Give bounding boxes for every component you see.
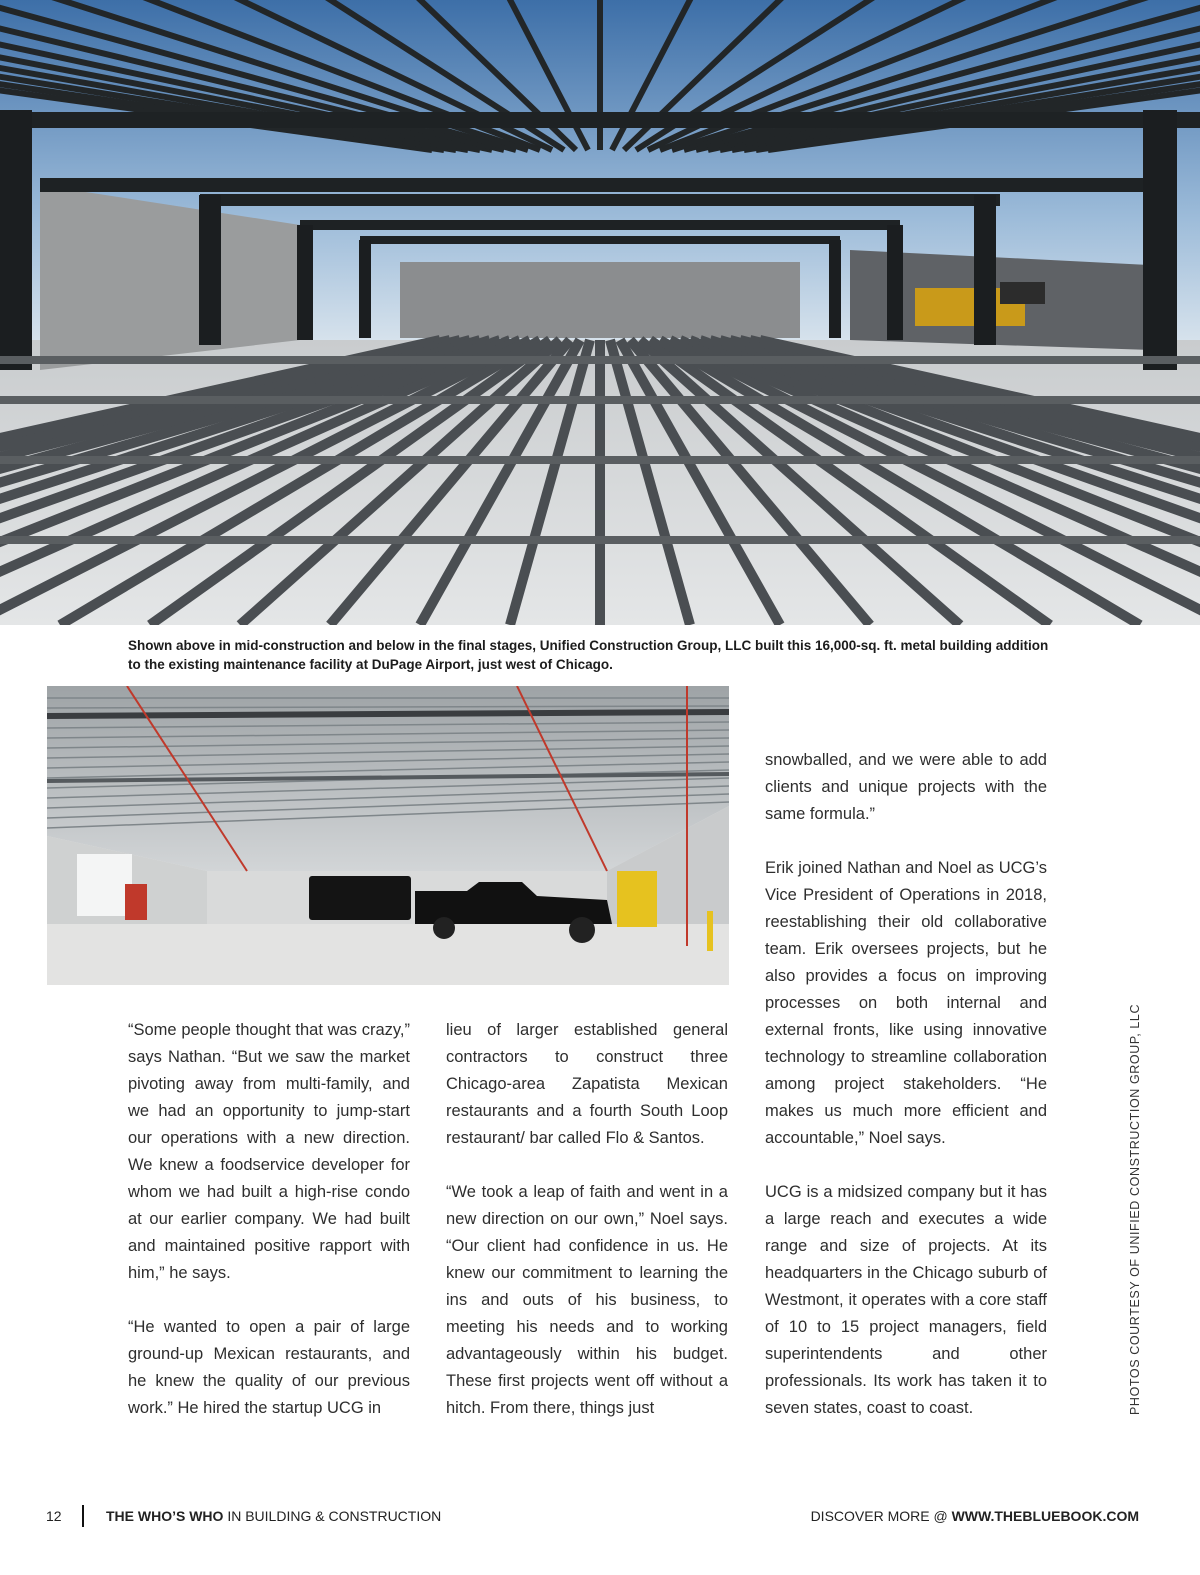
paragraph: “He wanted to open a pair of large ground-up Mexican restaurants, and he knew the quality of our previous work.” He hired the startup UCG in [128,1318,410,1417]
article-column-3 [765,747,1047,1449]
photo-caption: Shown above in mid-construction and below in the final stages, Unified Construction Group, LLC built this 16,000-sq. ft. metal building addition to the existing maintenance facility at DuPage Airport, just west of Chicago. [128,638,1049,672]
publication-name [106,1508,441,1524]
paragraph: lieu of larger established general contractors to construct three Chicago-area Zapatista Mexican restaurants and a fourth South Loop restaurant/ bar called Flo & Santos. [446,1021,728,1147]
page-footer [0,1500,1200,1532]
interior-hangar-photo [47,686,729,985]
photo-credit: PHOTOS COURTESY OF UNIFIED CONSTRUCTION GROUP, LLC [1128,1003,1142,1415]
discover-prefix: DISCOVER MORE @ [810,1508,952,1524]
paragraph: snowballed, and we were able to add clients and unique projects with the same formula.” [765,751,1047,823]
paragraph: Erik joined Nathan and Noel as UCG’s Vice President of Operations in 2018, reestablishing their old collaborative team. Erik oversees projects, but he also provides a focus on improving processes on both internal and external fronts, like using innovative technology to streamline collaboration among project stakeholders. “He makes us much more efficient and accountable,” Noel says. [765,859,1047,1147]
publication-name-bold: THE WHO’S WHO [106,1508,224,1524]
paragraph: “We took a leap of faith and went in a new direction on our own,” Noel says. “Our client had confidence in us. He knew our commitment to learning the ins and outs of his business, to meeting his needs and to working advantageously within his budget. These first projects went off without a hitch. From there, things just [446,1183,728,1417]
paragraph: “Some people thought that was crazy,” says Nathan. “But we saw the market pivoting away from multi-family, and we had an opportunity to jump-start our operations with a new direction. We knew a foodservice developer for whom we had built a high-rise condo at our earlier company. We had built and maintained positive rapport with him,” he says. [128,1021,410,1282]
website-link[interactable]: WWW.THEBLUEBOOK.COM [951,1508,1139,1524]
hero-construction-photo [0,0,1200,625]
article-column-2 [446,1017,728,1449]
publication-name-rest: IN BUILDING & CONSTRUCTION [223,1508,442,1524]
article-column-1 [128,1017,410,1449]
footer-divider [82,1505,84,1527]
paragraph: UCG is a midsized company but it has a large reach and executes a wide range and size of projects. At its headquarters in the Chicago suburb of Westmont, it operates with a core staff of 10 to 15 project managers, field superintendents and other professionals. Its work has taken it to seven states, coast to coast. [765,1183,1047,1417]
discover-more [811,1508,1139,1524]
page-number: 12 [46,1508,62,1524]
